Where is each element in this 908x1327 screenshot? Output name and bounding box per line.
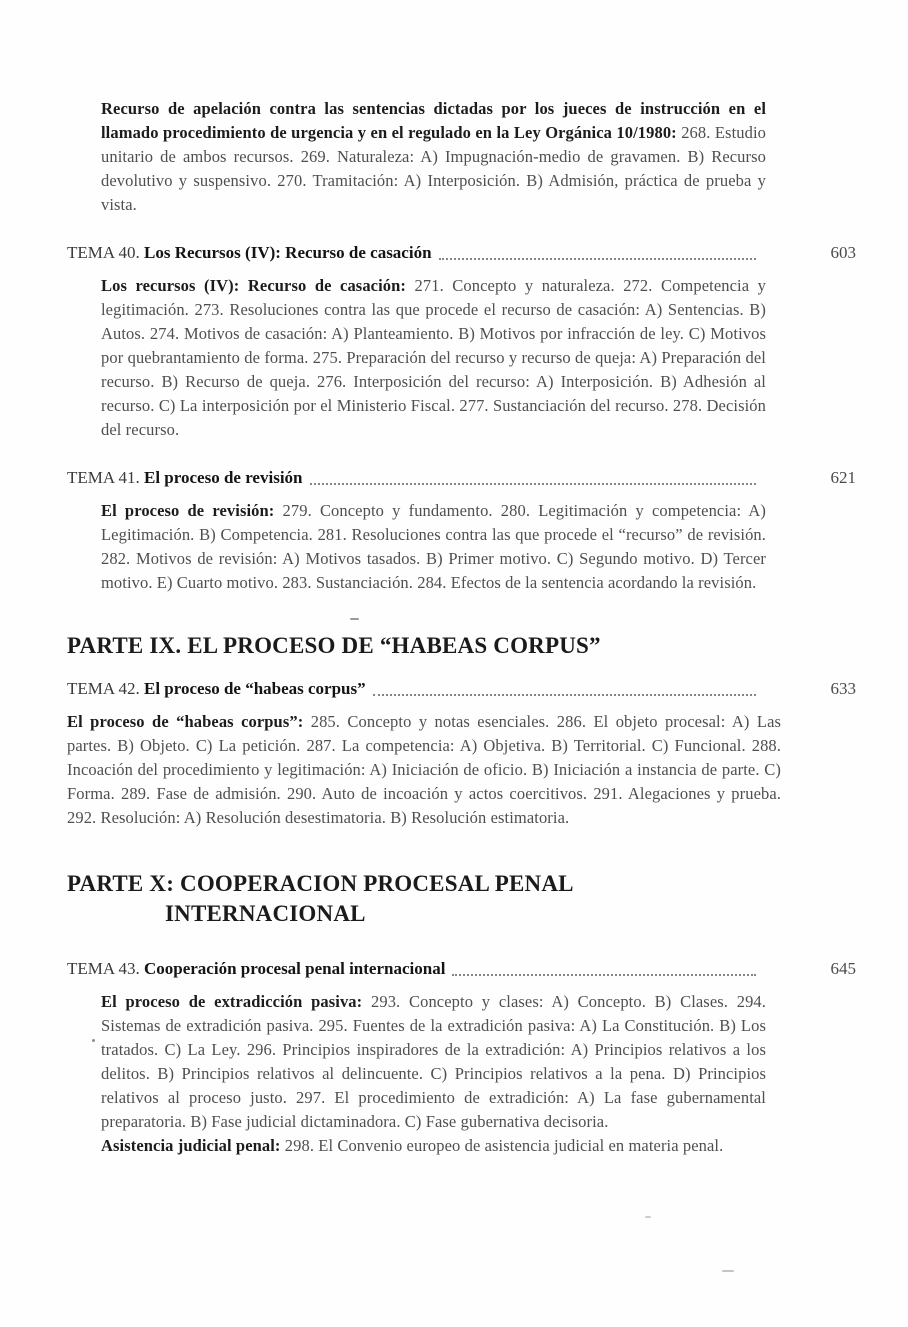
- tema-41-page-number: 621: [830, 468, 856, 487]
- tema-40-summary-lead: Los recursos (IV): Recurso de casación:: [101, 276, 406, 295]
- scan-speck: [350, 618, 359, 620]
- toc-entry-tema-43: [67, 957, 856, 981]
- parte-x-heading-line2: INTERNACIONAL: [165, 901, 366, 926]
- tema-42-title: El proceso de “habeas corpus”: [143, 679, 366, 698]
- tema-40-prefix: TEMA 40.: [67, 243, 140, 262]
- intro-paragraph-body: 268. Estudio unitario de ambos recursos. 269. Naturaleza: A) Impugnación-medio de gravamen. B) Recurso devolutivo y suspensivo. 270. Tramitación: A) Interposición. B) Admisión, práctica de prueba y vista.: [101, 123, 766, 214]
- parte-ix-heading: PARTE IX. EL PROCESO DE “HABEAS CORPUS”: [67, 633, 601, 658]
- toc-entry-label: [67, 241, 432, 265]
- tema-41-prefix: TEMA 41.: [67, 468, 140, 487]
- tema-40-summary: [101, 274, 766, 442]
- tema-41-summary: [101, 499, 766, 595]
- toc-entry-label: [67, 957, 445, 981]
- scan-speck: [645, 1216, 651, 1218]
- scan-speck: [722, 1270, 734, 1272]
- tema-41-summary-lead: El proceso de revisión:: [101, 501, 275, 520]
- toc-entry-tema-41: [67, 466, 856, 490]
- tema-40-page-number: 603: [830, 243, 856, 262]
- tema-43-summary-2: [101, 1134, 766, 1158]
- tema-40-summary-body: 271. Concepto y naturaleza. 272. Competencia y legitimación. 273. Resoluciones contra las que procede el recurso de casación: A) Sentencias. B) Autos. 274. Motivos de casación: A) Planteamiento. B) Motivos por infracción de ley. C) Motivos por quebrantamiento de forma. 275. Preparación del recurso y recurso de queja: A) Preparación del recurso. B) Recurso de queja. 276. Interposición del recurso: A) Interposición. B) Adhesión al recurso. C) La interposición por el Ministerio Fiscal. 277. Sustanciación del recurso. 278. Decisión del recurso.: [101, 276, 766, 439]
- tema-40-title: Los Recursos (IV): Recurso de casación: [143, 243, 432, 262]
- parte-x-heading: [67, 869, 856, 929]
- toc-entry-tema-40: [67, 241, 856, 265]
- tema-41-title: El proceso de revisión: [143, 468, 303, 487]
- scan-speck: [92, 1039, 95, 1042]
- tema-42-summary-lead: El proceso de “habeas corpus”:: [67, 712, 304, 731]
- dotted-leader: [452, 974, 756, 976]
- dotted-leader: [373, 694, 756, 696]
- tema-41-summary-body: 279. Concepto y fundamento. 280. Legitimación y competencia: A) Legitimación. B) Competencia. 281. Resoluciones contra las que procede el “recurso” de revisión. 282. Motivos de revisión: A) Motivos tasados. B) Primer motivo. C) Segundo motivo. D) Tercer motivo. E) Cuarto motivo. 283. Sustanciación. 284. Efectos de la sentencia acordando la revisión.: [101, 501, 766, 592]
- dotted-leader: [439, 258, 756, 260]
- tema-42-prefix: TEMA 42.: [67, 679, 140, 698]
- toc-entry-tema-42: [67, 677, 856, 701]
- tema-43-summary-lead: El proceso de extradicción pasiva:: [101, 992, 363, 1011]
- tema-43-prefix: TEMA 43.: [67, 959, 140, 978]
- intro-paragraph: [101, 97, 766, 217]
- tema-43-page-number: 645: [830, 959, 856, 978]
- tema-43-summary: [101, 990, 766, 1134]
- tema-42-page-number: 633: [830, 679, 856, 698]
- parte-x-heading-line1: PARTE X: COOPERACION PROCESAL PENAL: [67, 871, 574, 896]
- toc-entry-label: [67, 466, 303, 490]
- tema-42-summary-body: 285. Concepto y notas esenciales. 286. El objeto procesal: A) Las partes. B) Objeto. C) La petición. 287. La competencia: A) Objetiva. B) Territorial. C) Funcional. 288. Incoación del procedimiento y legitimación: A) Iniciación de oficio. B) Iniciación a instancia de parte. C) Forma. 289. Fase de admisión. 290. Auto de incoación y actos coercitivos. 291. Alegaciones y prueba. 292. Resolución: A) Resolución desestimatoria. B) Resolución estimatoria.: [67, 712, 782, 827]
- tema-43-summary-2-lead: Asistencia judicial penal:: [101, 1136, 281, 1155]
- tema-43-summary-body: 293. Concepto y clases: A) Concepto. B) Clases. 294. Sistemas de extradición pasiva. 295. Fuentes de la extradición pasiva: A) La Constitución. B) Los tratados. C) La Ley. 296. Principios inspiradores de la extradición: A) Principios relativos a los delitos. B) Principios relativos al delincuente. C) Principios relativos a la pena. D) Principios relativos al proceso justo. 297. El procedimiento de extradición: A) La fase gubernamental preparatoria. B) Fase judicial dictaminadora. C) Fase gubernativa decisoria.: [101, 992, 767, 1131]
- tema-43-title: Cooperación procesal penal internacional: [143, 959, 446, 978]
- intro-paragraph-lead: Recurso de apelación contra las sentencias dictadas por los jueces de instrucción en el llamado procedimiento de urgencia y en el regulado en la Ley Orgánica 10/1980:: [101, 99, 766, 142]
- tema-42-summary: [67, 710, 781, 830]
- tema-43-summary-2-body: 298. El Convenio europeo de asistencia judicial en materia penal.: [284, 1136, 724, 1155]
- dotted-leader: [310, 483, 757, 485]
- toc-entry-label: [67, 677, 366, 701]
